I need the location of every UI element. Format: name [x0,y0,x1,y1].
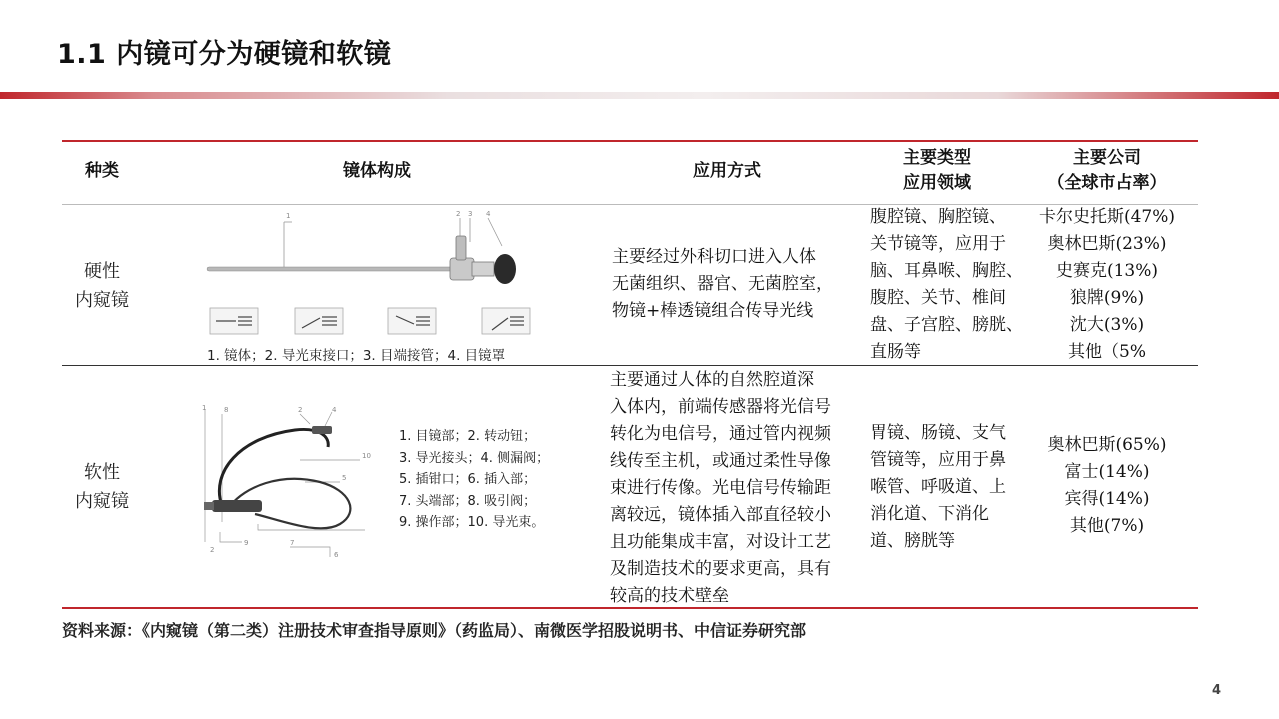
usage-line: 入体内，前端传感器将光信号 [610,397,831,417]
usage-line: 离较远，镜体插入部直径较小 [610,505,831,525]
application-line: 脑、耳鼻喉、胸腔、 [870,261,1023,281]
leader-line-2 [300,414,310,424]
leader-line-9 [220,532,242,542]
application-line: 关节镜等，应用于 [870,234,1006,254]
company-share: 其他（5% [1068,342,1146,362]
flexible-endoscope-diagram [200,402,390,562]
callout-1: 1 [202,404,207,412]
usage-line: 无菌组织、器官、无菌腔室， [612,274,833,294]
row-rigid-usage [612,244,833,325]
callout-2b: 2 [210,546,215,554]
callout-2: 2 [298,406,303,414]
header-structure: 镜体构成 [343,161,411,181]
row-rigid-application [870,204,1023,366]
callout-9: 9 [244,539,249,547]
legend-line: 7. 头端部；8. 吸引阀； [399,493,537,509]
leader-line-6 [290,547,330,557]
scope-shaft [207,267,452,271]
usage-line: 且功能集成丰富，对设计工艺 [610,532,831,552]
row-flexible-usage [610,367,831,610]
application-line: 胃镜、肠镜、支气 [870,423,1006,443]
row-rigid-companies [1027,204,1187,366]
page-number: 4 [1212,683,1222,698]
company-share: 其他(7%) [1069,516,1145,536]
company-share: 沈大(3%) [1069,315,1145,335]
callout-4: 4 [332,406,337,414]
application-line: 喉管、呼吸道、上 [870,477,1006,497]
callout-7: 7 [290,539,295,547]
company-share: 卡尔史托斯(47%) [1038,207,1176,227]
company-share: 富士(14%) [1064,462,1150,482]
light-guide-cable [219,429,328,506]
header-companies [1032,146,1182,196]
usage-line: 及制造技术的要求更高，具有 [610,559,831,579]
rigid-endoscope-diagram [202,206,542,341]
leader-line-4 [488,218,502,246]
usage-line: 转化为电信号，通过管内视频 [610,424,831,444]
header-kind: 种类 [85,161,119,181]
table-top-rule [62,140,1198,142]
callout-2: 2 [456,210,461,218]
eyepiece-tube [472,262,494,276]
usage-line: 物镜+棒透镜组合传导光线 [612,301,814,321]
control-section [212,500,262,512]
flexible-diagram-legend [399,426,549,534]
legend-line: 3. 导光接头；4. 侧漏阀； [399,450,550,466]
page-title: 1.1 内镜可分为硬镜和软镜 [57,39,392,70]
application-line: 消化道、下消化 [870,504,989,524]
row-rigid-kind-line2: 内窥镜 [75,290,129,311]
leader-line-4 [324,412,332,428]
title-underline-bar [0,92,1279,99]
application-line: 腹腔、关节、椎间 [870,288,1006,308]
callout-6: 6 [334,551,339,559]
header-application-line2: 应用领域 [903,173,971,193]
callout-10: 10 [362,452,371,460]
legend-line: 9. 操作部；10. 导光束。 [399,515,545,530]
eyepiece [204,502,214,510]
application-line: 直肠等 [870,342,921,362]
scope-body [450,258,474,280]
row-flexible-companies [1027,432,1187,540]
callout-5: 5 [342,474,347,482]
application-line: 管镜等，应用于鼻 [870,450,1006,470]
company-share: 宾得(14%) [1064,489,1150,509]
application-line: 腹腔镜、胸腔镜、 [870,207,1006,227]
usage-line: 束进行传像。光电信号传输距 [610,478,831,498]
callout-3: 3 [468,210,473,218]
callout-4: 4 [486,210,491,218]
usage-line: 较高的技术壁垒 [610,586,729,606]
company-share: 奥林巴斯(23%) [1047,234,1167,254]
callout-1: 1 [286,212,291,220]
row-flexible-kind-line1: 软性 [84,462,120,483]
eyepiece-cup [494,254,516,284]
header-companies-line1: 主要公司 [1073,148,1141,168]
usage-line: 线传至主机，或通过柔性导像 [610,451,831,471]
endoscope-comparison-table [62,140,1198,610]
row-flexible-kind-line2: 内窥镜 [75,491,129,512]
row-flexible-kind [62,458,142,516]
company-share: 史赛克(13%) [1055,261,1159,281]
callout-8: 8 [224,406,229,414]
tip-detail-panels [210,308,530,334]
row-flexible-application [870,420,1006,555]
application-line: 道、膀胱等 [870,531,955,551]
legend-line: 5. 插钳口；6. 插入部； [399,472,537,487]
row-rigid-kind [62,257,142,315]
application-line: 盘、子宫腔、膀胱、 [870,315,1023,335]
source-note: 资料来源：《内窥镜（第二类）注册技术审查指导原则》（药监局）、南微医学招股说明书、中信证券研究部 [62,621,807,640]
usage-line: 主要经过外科切口进入人体 [612,247,816,267]
legend-line: 1. 目镜部；2. 转动钮； [399,429,537,444]
header-application-line1: 主要类型 [903,148,971,168]
light-connector [312,426,332,434]
company-share: 狼牌(9%) [1069,288,1145,308]
rigid-diagram-caption: 1. 镜体；2. 导光束接口；3. 目端接管；4. 目镜罩 [207,348,506,364]
header-usage: 应用方式 [693,161,761,181]
header-companies-line2: （全球市占率） [1047,173,1167,193]
usage-line: 主要通过人体的自然腔道深 [610,370,814,390]
row-rigid-kind-line1: 硬性 [84,261,120,282]
company-share: 奥林巴斯(65%) [1047,435,1167,455]
header-application [862,146,1012,196]
light-connector [456,236,466,260]
